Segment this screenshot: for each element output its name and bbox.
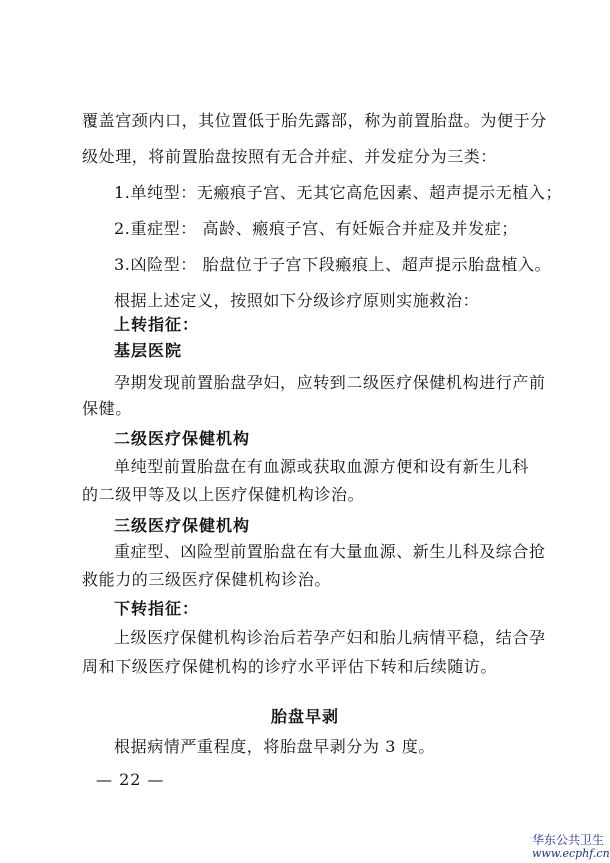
section-heading-placental-abruption: 胎盘早剥 [270,707,339,726]
watermark-logo [532,833,610,861]
paragraph-line: 孕期发现前置胎盘孕妇，应转到二级医疗保健机构进行产前 [114,373,546,392]
list-item-severe: 2.重症型： 高龄、瘢痕子宫、有妊娠合并症及并发症； [114,219,518,238]
paragraph-line: 救能力的三级医疗保健机构诊治。 [82,570,332,589]
paragraph-line: 保健。 [82,399,132,418]
paragraph-line: 上级医疗保健机构诊治后若孕产妇和胎儿病情平稳，结合孕 [114,628,546,647]
list-item-simple: 1.单纯型：无瘢痕子宫、无其它高危因素、超声提示无植入； [114,183,563,202]
paragraph-line: 级处理，将前置胎盘按照有无合并症、并发症分为三类： [82,147,498,166]
paragraph-line: 覆盖宫颈内口，其位置低于胎先露部，称为前置胎盘。为便于分 [82,111,547,130]
heading-primary-hospital: 基层医院 [114,341,183,360]
paragraph-line: 的二级甲等及以上医疗保健机构诊治。 [82,485,365,504]
paragraph-line: 根据病情严重程度，将胎盘早剥分为 3 度。 [114,737,435,756]
heading-downward-referral: 下转指征： [114,599,200,618]
paragraph-line: 单纯型前置胎盘在有血源或获取血源方便和设有新生儿科 [114,457,530,476]
paragraph-line: 根据上述定义，按照如下分级诊疗原则实施救治： [114,291,480,310]
paragraph-line: 重症型、凶险型前置胎盘在有大量血源、新生儿科及综合抢 [114,542,546,561]
watermark-org: 华东公共卫生 [532,833,605,847]
list-item-dangerous: 3.凶险型： 胎盘位于子宫下段瘢痕上、超声提示胎盘植入。 [114,255,552,274]
watermark-url: www.ecphf.cn [532,847,610,860]
heading-tertiary-institution: 三级医疗保健机构 [114,516,251,535]
heading-upward-referral: 上转指征： [114,315,200,334]
heading-secondary-institution: 二级医疗保健机构 [114,429,251,448]
paragraph-line: 周和下级医疗保健机构的诊疗水平评估下转和后续随访。 [82,657,498,676]
page-number: — 22 — [96,770,165,789]
